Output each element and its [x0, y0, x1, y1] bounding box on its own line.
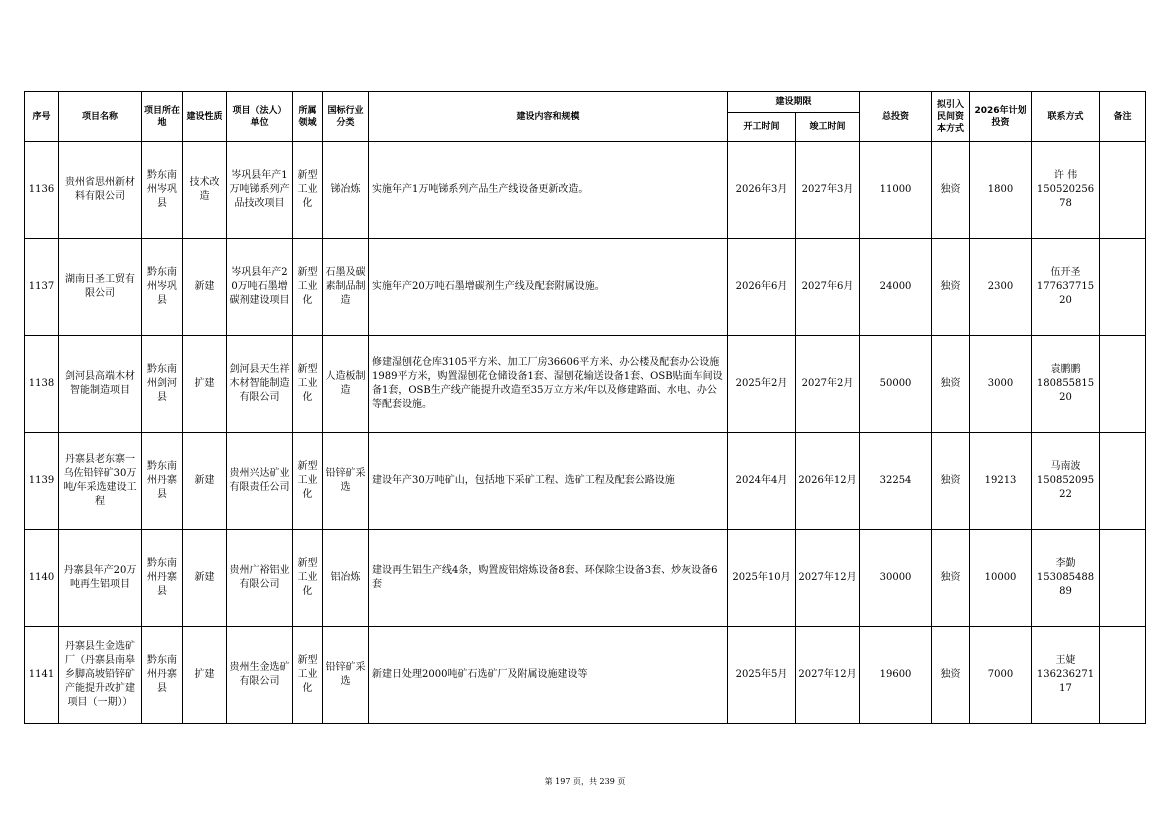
contact-phone: 17763771520 — [1036, 281, 1095, 306]
cell-plan: 19213 — [970, 433, 1032, 530]
contact-phone: 15085209522 — [1036, 475, 1095, 500]
cell-total: 11000 — [860, 142, 932, 239]
table-row — [25, 142, 1146, 239]
cell-location: 黔东南州岑巩县 — [142, 142, 183, 239]
cell-industry: 铅锌矿采选 — [323, 627, 369, 724]
header-nature: 建设性质 — [183, 92, 227, 142]
header-contact: 联系方式 — [1032, 92, 1100, 142]
cell-end: 2027年3月 — [796, 142, 860, 239]
cell-end: 2026年12月 — [796, 433, 860, 530]
cell-nature: 新建 — [183, 530, 227, 627]
contact-name: 王婕 — [1055, 655, 1076, 666]
cell-field: 新型工业化 — [293, 239, 323, 336]
cell-total: 24000 — [860, 239, 932, 336]
cell-name: 丹寨县生金选矿厂（丹寨县南皋乡脚高坡铅锌矿产能提升改扩建项目（一期）） — [59, 627, 142, 724]
cell-seq: 1140 — [25, 530, 59, 627]
cell-nature: 技术改造 — [183, 142, 227, 239]
cell-plan: 2300 — [970, 239, 1032, 336]
cell-start: 2025年5月 — [728, 627, 796, 724]
cell-private: 独资 — [932, 530, 970, 627]
cell-field: 新型工业化 — [293, 433, 323, 530]
cell-contact — [1032, 627, 1100, 724]
cell-note — [1100, 142, 1146, 239]
header-end: 竣工时间 — [796, 113, 860, 142]
cell-industry: 人造板制造 — [323, 336, 369, 433]
cell-unit: 岑巩县年产20万吨石墨增碳剂建设项目 — [227, 239, 293, 336]
cell-seq: 1138 — [25, 336, 59, 433]
cell-location: 黔东南州岑巩县 — [142, 239, 183, 336]
cell-seq: 1139 — [25, 433, 59, 530]
cell-start: 2024年4月 — [728, 433, 796, 530]
cell-name: 剑河县高端木材智能制造项目 — [59, 336, 142, 433]
contact-name: 马南波 — [1050, 461, 1081, 472]
cell-content: 修建湿刨花仓库3105平方米、加工厂房36606平方米、办公楼及配套办公设施1989平方米，购置湿刨花仓储设备1套、湿刨花输送设备1套、OSB贴面车间设备1套，OSB生产线产能提升改造至35万立方米/年以及修建路面、水电、办公等配套设施。 — [369, 336, 728, 433]
contact-name: 袁鹏鹏 — [1050, 364, 1081, 375]
cell-note — [1100, 239, 1146, 336]
cell-note — [1100, 627, 1146, 724]
cell-nature: 新建 — [183, 239, 227, 336]
cell-total: 32254 — [860, 433, 932, 530]
contact-phone: 15308548889 — [1036, 572, 1095, 597]
cell-location: 黔东南州丹寨县 — [142, 627, 183, 724]
cell-start: 2025年2月 — [728, 336, 796, 433]
cell-unit: 贵州广裕铝业有限公司 — [227, 530, 293, 627]
cell-private: 独资 — [932, 336, 970, 433]
cell-end: 2027年2月 — [796, 336, 860, 433]
cell-start: 2026年3月 — [728, 142, 796, 239]
header-start: 开工时间 — [728, 113, 796, 142]
cell-end: 2027年12月 — [796, 627, 860, 724]
cell-unit: 岑巩县年产1万吨锑系列产品技改项目 — [227, 142, 293, 239]
cell-content: 实施年产1万吨锑系列产品生产线设备更新改造。 — [369, 142, 728, 239]
header-unit: 项目（法人）单位 — [227, 92, 293, 142]
cell-note — [1100, 336, 1146, 433]
cell-plan: 7000 — [970, 627, 1032, 724]
header-field: 所属领域 — [293, 92, 323, 142]
cell-unit: 贵州兴达矿业有限责任公司 — [227, 433, 293, 530]
cell-unit: 剑河县天生祥木材智能制造有限公司 — [227, 336, 293, 433]
cell-total: 30000 — [860, 530, 932, 627]
header-private: 拟引入民间资本方式 — [932, 92, 970, 142]
cell-private: 独资 — [932, 627, 970, 724]
cell-private: 独资 — [932, 239, 970, 336]
cell-end: 2027年6月 — [796, 239, 860, 336]
cell-contact — [1032, 336, 1100, 433]
cell-location: 黔东南州剑河县 — [142, 336, 183, 433]
cell-start: 2025年10月 — [728, 530, 796, 627]
cell-field: 新型工业化 — [293, 627, 323, 724]
cell-total: 19600 — [860, 627, 932, 724]
cell-nature: 扩建 — [183, 627, 227, 724]
cell-seq: 1137 — [25, 239, 59, 336]
cell-nature: 扩建 — [183, 336, 227, 433]
contact-name: 许 伟 — [1053, 170, 1078, 181]
cell-unit: 贵州生金选矿有限公司 — [227, 627, 293, 724]
cell-industry: 铝冶炼 — [323, 530, 369, 627]
header-location: 项目所在地 — [142, 92, 183, 142]
cell-start: 2026年6月 — [728, 239, 796, 336]
contact-name: 李勤 — [1055, 558, 1076, 569]
table-row — [25, 433, 1146, 530]
contact-phone: 13623627117 — [1036, 669, 1095, 694]
table-row — [25, 239, 1146, 336]
header-total: 总投资 — [860, 92, 932, 142]
cell-nature: 新建 — [183, 433, 227, 530]
cell-seq: 1136 — [25, 142, 59, 239]
cell-plan: 3000 — [970, 336, 1032, 433]
table-row — [25, 530, 1146, 627]
cell-name: 丹寨县年产20万吨再生铝项目 — [59, 530, 142, 627]
cell-private: 独资 — [932, 142, 970, 239]
cell-plan: 10000 — [970, 530, 1032, 627]
cell-contact — [1032, 239, 1100, 336]
cell-name: 湖南日圣工贸有限公司 — [59, 239, 142, 336]
cell-industry: 铅锌矿采选 — [323, 433, 369, 530]
cell-content: 建设再生铝生产线4条，购置废铝熔炼设备8套、环保除尘设备3套、炒灰设备6套 — [369, 530, 728, 627]
header-period: 建设期限 — [728, 92, 860, 113]
table-row — [25, 627, 1146, 724]
cell-note — [1100, 433, 1146, 530]
cell-field: 新型工业化 — [293, 336, 323, 433]
cell-contact — [1032, 530, 1100, 627]
cell-private: 独资 — [932, 433, 970, 530]
header-name: 项目名称 — [59, 92, 142, 142]
header-plan: 2026年计划投资 — [970, 92, 1032, 142]
cell-contact — [1032, 142, 1100, 239]
header-note: 备注 — [1100, 92, 1146, 142]
cell-field: 新型工业化 — [293, 530, 323, 627]
cell-name: 贵州省思州新材料有限公司 — [59, 142, 142, 239]
cell-name: 丹寨县老东寨一乌佐铅锌矿30万吨/年采选建设工程 — [59, 433, 142, 530]
cell-content: 新建日处理2000吨矿石选矿厂及附属设施建设等 — [369, 627, 728, 724]
cell-note — [1100, 530, 1146, 627]
cell-field: 新型工业化 — [293, 142, 323, 239]
cell-seq: 1141 — [25, 627, 59, 724]
cell-plan: 1800 — [970, 142, 1032, 239]
cell-content: 建设年产30万吨矿山，包括地下采矿工程、选矿工程及配套公路设施 — [369, 433, 728, 530]
contact-phone: 15052025678 — [1036, 184, 1095, 209]
header-seq: 序号 — [25, 92, 59, 142]
cell-location: 黔东南州丹寨县 — [142, 530, 183, 627]
header-industry: 国标行业分类 — [323, 92, 369, 142]
cell-industry: 锑冶炼 — [323, 142, 369, 239]
page-footer: 第 197 页，共 239 页 — [544, 777, 626, 786]
cell-content: 实施年产20万吨石墨增碳剂生产线及配套附属设施。 — [369, 239, 728, 336]
header-content: 建设内容和规模 — [369, 92, 728, 142]
contact-phone: 18085581520 — [1036, 378, 1095, 403]
table-row — [25, 336, 1146, 433]
cell-end: 2027年12月 — [796, 530, 860, 627]
contact-name: 伍开圣 — [1050, 267, 1081, 278]
cell-industry: 石墨及碳素制品制造 — [323, 239, 369, 336]
project-table — [24, 91, 1146, 724]
cell-total: 50000 — [860, 336, 932, 433]
cell-contact — [1032, 433, 1100, 530]
cell-location: 黔东南州丹寨县 — [142, 433, 183, 530]
